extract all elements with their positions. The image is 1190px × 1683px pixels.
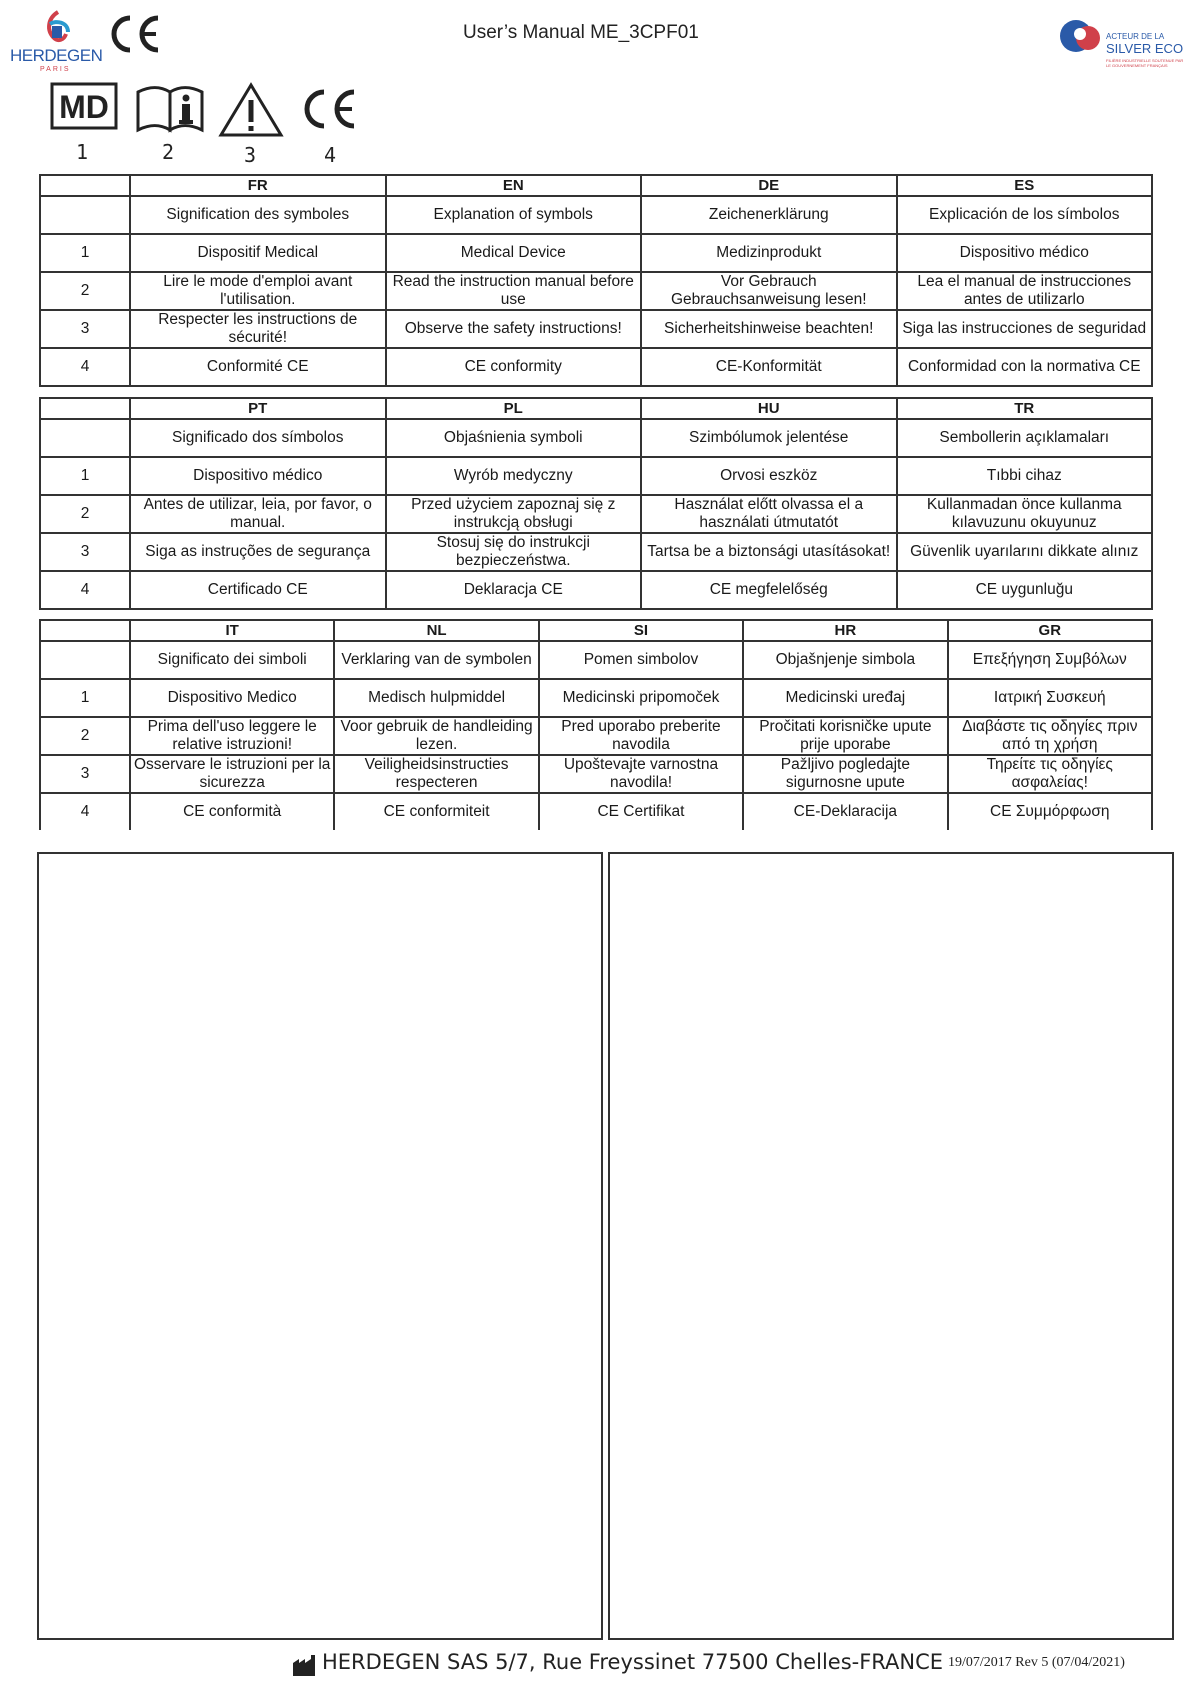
table-cell: Sicherheitshinweise beachten! bbox=[641, 310, 897, 348]
row-number: 4 bbox=[40, 793, 130, 830]
document-title: User’s Manual ME_3CPF01 bbox=[463, 22, 699, 43]
table-cell: Dispositivo médico bbox=[897, 234, 1153, 272]
table-cell: Stosuj się do instrukcji bezpieczeństwa. bbox=[386, 533, 642, 571]
row-number: 3 bbox=[40, 533, 130, 571]
table-cell: Güvenlik uyarılarını dikkate alınız bbox=[897, 533, 1153, 571]
table-cell: Veiligheidsinstructies respecteren bbox=[334, 755, 538, 793]
lang-code: NL bbox=[334, 620, 538, 641]
table-cell: Vor Gebrauch Gebrauchsanweisung lesen! bbox=[641, 272, 897, 310]
table-cell: Dispositivo Medico bbox=[130, 679, 334, 717]
table-cell: Objašnjenje simbola bbox=[743, 641, 947, 679]
table-cell: CE conformità bbox=[130, 793, 334, 830]
table-cell: Pročitati korisničke upute prije uporabe bbox=[743, 717, 947, 755]
row-number bbox=[40, 419, 130, 457]
table-cell: Explanation of symbols bbox=[386, 196, 642, 234]
lang-code: IT bbox=[130, 620, 334, 641]
row-number: 1 bbox=[40, 234, 130, 272]
ce-icon bbox=[298, 86, 360, 137]
table-cell: Dispositif Medical bbox=[130, 234, 386, 272]
symbols-table-pt-pl-hu-tr bbox=[39, 397, 1153, 610]
table-cell: Επεξήγηση Συμβόλων bbox=[948, 641, 1152, 679]
symbol-number: 1 bbox=[76, 140, 89, 164]
row-number: 3 bbox=[40, 755, 130, 793]
lang-code: TR bbox=[897, 398, 1153, 419]
table-cell: Sembollerin açıklamaları bbox=[897, 419, 1153, 457]
table-row bbox=[40, 419, 1152, 457]
table-cell: Objaśnienia symboli bbox=[386, 419, 642, 457]
table-row bbox=[40, 571, 1152, 609]
lang-code: EN bbox=[386, 175, 642, 196]
row-number: 1 bbox=[40, 679, 130, 717]
brand-city: PARIS bbox=[40, 66, 71, 73]
table-cell: Medicinski uređaj bbox=[743, 679, 947, 717]
table-cell: Orvosi eszköz bbox=[641, 457, 897, 495]
partner-line2: SILVER ECO bbox=[1106, 41, 1184, 56]
revision-date: 19/07/2017 Rev 5 (07/04/2021) bbox=[948, 1655, 1125, 1670]
symbol-number: 4 bbox=[324, 143, 337, 167]
table-cell: Conformité CE bbox=[130, 348, 386, 386]
right-empty-panel bbox=[608, 852, 1174, 1640]
manufacturer-address: HERDEGEN SAS 5/7, Rue Freyssinet 77500 Chelles-FRANCE bbox=[322, 1650, 944, 1674]
manufacturer-icon bbox=[292, 1653, 318, 1682]
table-row bbox=[40, 234, 1152, 272]
symbol-number: 3 bbox=[244, 143, 257, 167]
table-cell: Kullanmadan önce kullanma kılavuzunu okuyunuz bbox=[897, 495, 1153, 533]
table-cell: Conformidad con la normativa CE bbox=[897, 348, 1153, 386]
lang-code: PL bbox=[386, 398, 642, 419]
lang-code: PT bbox=[130, 398, 386, 419]
lang-code: ES bbox=[897, 175, 1153, 196]
lang-code: HU bbox=[641, 398, 897, 419]
partner-line3: FILIÈRE INDUSTRIELLE SOUTENUE PAR LE GOUVERNEMENT FRANÇAIS bbox=[1106, 58, 1184, 68]
table-row bbox=[40, 348, 1152, 386]
lang-code: SI bbox=[539, 620, 743, 641]
svg-text:MD: MD bbox=[59, 89, 109, 125]
table-cell: Observe the safety instructions! bbox=[386, 310, 642, 348]
table-cell: Significato dei simboli bbox=[130, 641, 334, 679]
table-row bbox=[40, 533, 1152, 571]
table-cell: Siga las instrucciones de seguridad bbox=[897, 310, 1153, 348]
table-cell: Medical Device bbox=[386, 234, 642, 272]
lang-code: GR bbox=[948, 620, 1152, 641]
row-number: 3 bbox=[40, 310, 130, 348]
lang-code: HR bbox=[743, 620, 947, 641]
table-row bbox=[40, 641, 1152, 679]
row-number: 2 bbox=[40, 495, 130, 533]
table-cell: CE Συμμόρφωση bbox=[948, 793, 1152, 830]
table-cell: Przed użyciem zapoznaj się z instrukcją obsługi bbox=[386, 495, 642, 533]
warning-icon bbox=[218, 82, 284, 143]
symbol-number: 2 bbox=[162, 140, 175, 164]
table-row bbox=[40, 495, 1152, 533]
table-cell: Certificado CE bbox=[130, 571, 386, 609]
manual-info-icon bbox=[134, 82, 206, 139]
table-cell: CE megfelelőség bbox=[641, 571, 897, 609]
table-cell: Szimbólumok jelentése bbox=[641, 419, 897, 457]
table-cell: Ιατρική Συσκευή bbox=[948, 679, 1152, 717]
row-number: 1 bbox=[40, 457, 130, 495]
page-header bbox=[0, 0, 1190, 170]
table-cell: CE conformiteit bbox=[334, 793, 538, 830]
table-cell: Medizinprodukt bbox=[641, 234, 897, 272]
row-number bbox=[40, 196, 130, 234]
table-cell: Lire le mode d'emploi avant l'utilisation. bbox=[130, 272, 386, 310]
language-header-row bbox=[40, 398, 1152, 419]
silver-eco-logo bbox=[1058, 14, 1188, 78]
row-number: 4 bbox=[40, 571, 130, 609]
md-icon bbox=[50, 82, 118, 135]
table-cell: Τηρείτε τις οδηγίες ασφαλείας! bbox=[948, 755, 1152, 793]
table-row bbox=[40, 196, 1152, 234]
symbol-legend bbox=[46, 82, 376, 168]
symbols-table-fr-en-de-es bbox=[39, 174, 1153, 387]
table-cell: Pomen simbolov bbox=[539, 641, 743, 679]
table-cell: Lea el manual de instrucciones antes de utilizarlo bbox=[897, 272, 1153, 310]
table-cell: Medisch hulpmiddel bbox=[334, 679, 538, 717]
table-cell: Pred uporabo preberite navodila bbox=[539, 717, 743, 755]
symbols-table-it-nl-si-hr-gr bbox=[39, 619, 1153, 830]
table-cell: Verklaring van de symbolen bbox=[334, 641, 538, 679]
table-cell: Wyrób medyczny bbox=[386, 457, 642, 495]
table-row bbox=[40, 272, 1152, 310]
table-cell: CE-Konformität bbox=[641, 348, 897, 386]
silver-eco-emblem-icon bbox=[1058, 16, 1104, 56]
table-cell: Antes de utilizar, leia, por favor, o manual. bbox=[130, 495, 386, 533]
row-number: 2 bbox=[40, 717, 130, 755]
table-row bbox=[40, 310, 1152, 348]
table-cell: Significado dos símbolos bbox=[130, 419, 386, 457]
table-cell: Pažljivo pogledajte sigurnosne upute bbox=[743, 755, 947, 793]
row-number: 2 bbox=[40, 272, 130, 310]
lang-code: FR bbox=[130, 175, 386, 196]
table-cell: Tıbbi cihaz bbox=[897, 457, 1153, 495]
table-row bbox=[40, 679, 1152, 717]
table-row bbox=[40, 457, 1152, 495]
language-header-row bbox=[40, 175, 1152, 196]
table-cell: Διαβάστε τις οδηγίες πριν από τη χρήση bbox=[948, 717, 1152, 755]
table-cell: CE uygunluğu bbox=[897, 571, 1153, 609]
table-cell: Használat előtt olvassa el a használati útmutatót bbox=[641, 495, 897, 533]
table-cell: Upoštevajte varnostna navodila! bbox=[539, 755, 743, 793]
partner-line1: ACTEUR DE LA bbox=[1106, 32, 1165, 41]
left-empty-panel bbox=[37, 852, 603, 1640]
table-cell: Read the instruction manual before use bbox=[386, 272, 642, 310]
table-cell: Respecter les instructions de sécurité! bbox=[130, 310, 386, 348]
table-cell: Dispositivo médico bbox=[130, 457, 386, 495]
table-row bbox=[40, 793, 1152, 830]
herdegen-emblem-icon bbox=[38, 8, 78, 48]
table-cell: CE Certifikat bbox=[539, 793, 743, 830]
table-cell: Osservare le istruzioni per la sicurezza bbox=[130, 755, 334, 793]
language-header-row bbox=[40, 620, 1152, 641]
brand-name: HERDEGEN bbox=[10, 46, 103, 65]
table-cell: Deklaracja CE bbox=[386, 571, 642, 609]
table-row bbox=[40, 717, 1152, 755]
herdegen-logo bbox=[10, 8, 102, 74]
ce-mark-icon bbox=[106, 12, 166, 61]
table-row bbox=[40, 755, 1152, 793]
table-cell: Prima dell'uso leggere le relative istruzioni! bbox=[130, 717, 334, 755]
table-cell: Explicación de los símbolos bbox=[897, 196, 1153, 234]
table-cell: Signification des symboles bbox=[130, 196, 386, 234]
table-cell: Medicinski pripomoček bbox=[539, 679, 743, 717]
table-cell: Voor gebruik de handleiding lezen. bbox=[334, 717, 538, 755]
row-number bbox=[40, 641, 130, 679]
table-cell: Zeichenerklärung bbox=[641, 196, 897, 234]
lang-code: DE bbox=[641, 175, 897, 196]
table-cell: Tartsa be a biztonsági utasításokat! bbox=[641, 533, 897, 571]
table-cell: CE-Deklaracija bbox=[743, 793, 947, 830]
table-cell: Siga as instruções de segurança bbox=[130, 533, 386, 571]
table-cell: CE conformity bbox=[386, 348, 642, 386]
row-number: 4 bbox=[40, 348, 130, 386]
